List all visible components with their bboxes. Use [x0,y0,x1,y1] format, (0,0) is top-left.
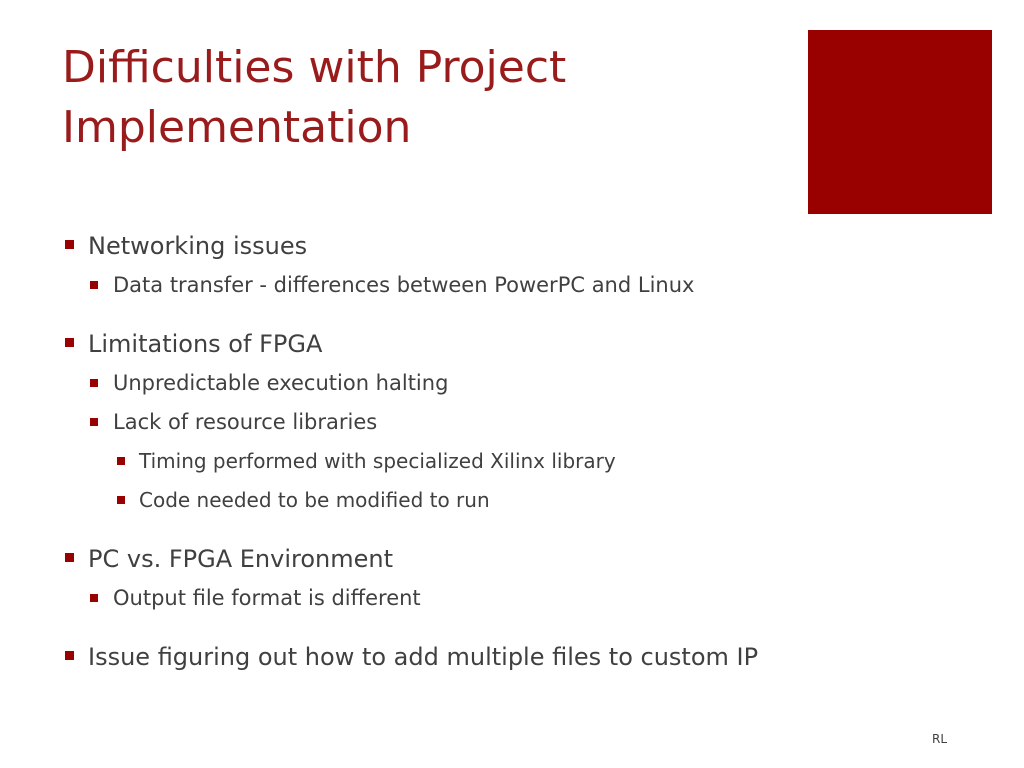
bullet-text: Unpredictable execution halting [113,371,449,395]
bullet-item [62,324,962,364]
square-bullet-icon [65,651,74,660]
square-bullet-icon [65,338,74,347]
slide-title-line-1: Difficulties with Project [62,42,567,93]
slide-title [62,38,782,158]
slide-title-line-2: Implementation [62,102,412,153]
footer-initials: RL [932,732,948,746]
square-bullet-icon [90,281,98,289]
square-bullet-icon [117,457,125,465]
bullet-text: Code needed to be modified to run [139,488,490,512]
accent-block [808,30,992,214]
sub-bullet-item [62,403,962,442]
bullet-item [62,539,962,579]
square-bullet-icon [90,418,98,426]
bullet-item [62,226,962,266]
bullet-list [62,226,962,677]
bullet-text: PC vs. FPGA Environment [88,545,393,573]
bullet-text: Timing performed with specialized Xilinx library [139,449,616,473]
square-bullet-icon [65,553,74,562]
bullet-text: Output file format is different [113,586,421,610]
sub-sub-bullet-item [62,481,962,520]
bullet-text: Data transfer - differences between PowerPC and Linux [113,273,695,297]
bullet-text: Networking issues [88,232,308,260]
bullet-text: Lack of resource libraries [113,410,378,434]
sub-bullet-item [62,266,962,305]
bullet-text: Limitations of FPGA [88,330,323,358]
square-bullet-icon [90,594,98,602]
square-bullet-icon [117,496,125,504]
sub-bullet-item [62,579,962,618]
square-bullet-icon [90,379,98,387]
bullet-text: Issue figuring out how to add multiple files to custom IP [88,643,759,671]
square-bullet-icon [65,240,74,249]
sub-sub-bullet-item [62,442,962,481]
bullet-item [62,637,962,677]
sub-bullet-item [62,364,962,403]
